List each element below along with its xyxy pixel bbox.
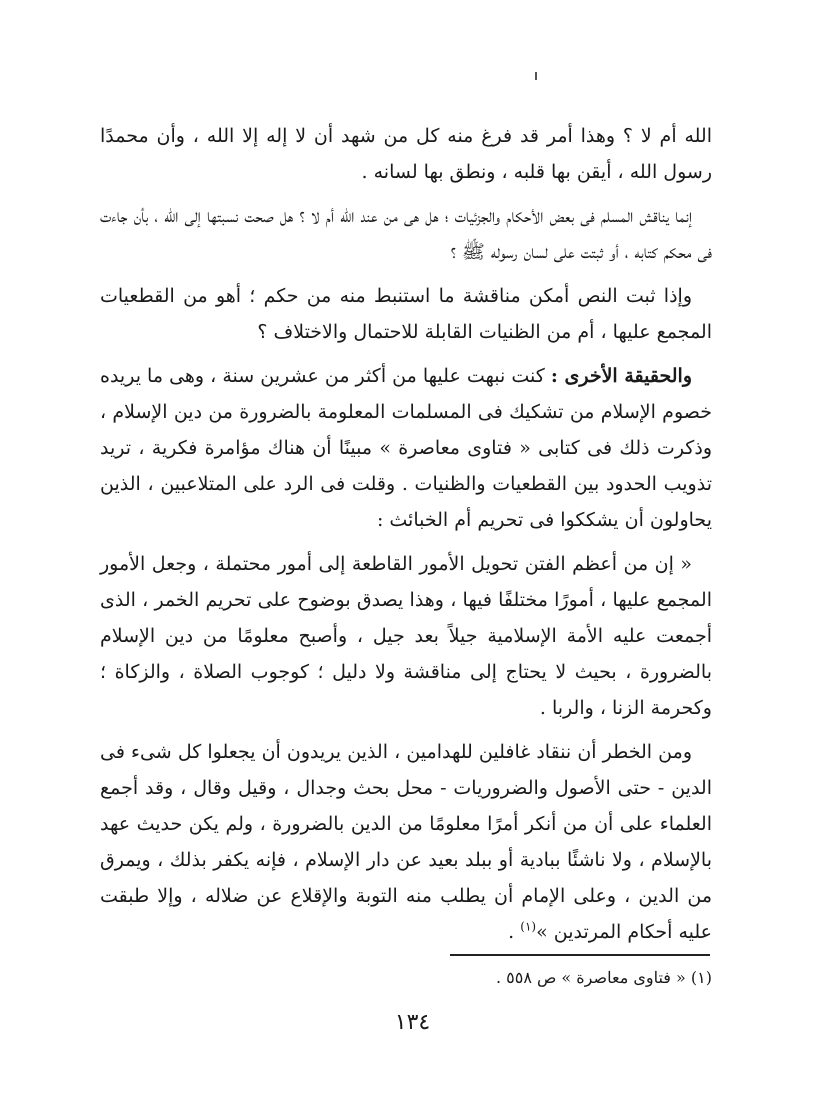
footnote: (١) « فتاوى معاصرة » ص ٥٥٨ .	[495, 968, 712, 987]
paragraph-1	[100, 118, 712, 190]
paragraph-6-text: ومن الخطر أن ننقاد غافلين للهدامين ، الذين يريدون أن يجعلوا كل شىء فى الدين - حتى الأصول والضروريات - محل بحث وجدال ، وقيل وقال ، وقد أجمع العلماء على أن من أنكر أمرًا معلومًا من الدين بالضرورة ، ولم يكن حديث عهد بالإسلام ، ولا ناشئًا ببادية أو ببلد بعيد عن دار الإسلام ، فإنه يكفر بذلك ، ويمرق من الدين ، وعلى الإمام أن يطلب منه التوبة والإقلاع عن ضلاله ، وإلا طبقت عليه أحكام المرتدين »	[100, 741, 712, 943]
paragraph-2-text: إنما يناقش المسلم فى بعض الأحكام والجزئيات ؛ هل هى من عند الله أم لا ؟ هل صحت نسبتها إلى الله ، بأن جاءت فى محكم كتابه ، أو ثبتت على لسان رسوله ﷺ ؟	[100, 205, 712, 263]
scan-speck	[535, 72, 537, 80]
paragraph-6	[100, 734, 712, 950]
paragraph-5-quote	[100, 546, 712, 726]
footnote-divider	[450, 954, 710, 956]
paragraph-5-text: « إن من أعظم الفتن تحويل الأمور القاطعة إلى أمور محتملة ، وجعل الأمور المجمع عليها ، أمورًا مختلفًا فيها ، وهذا يصدق بوضوح على تحريم الخمر ، الذى أجمعت عليه الأمة الإسلامية جيلاً بعد جيل ، وأصبح معلومًا من دين الإسلام بالضرورة ، بحيث لا يحتاج إلى مناقشة ولا دليل ؛ كوجوب الصلاة ، والزكاة ؛ وكحرمة الزنا ، والربا .	[100, 553, 712, 719]
paragraph-6-tail: .	[508, 921, 521, 943]
paragraph-4	[100, 358, 712, 538]
paragraph-1-text: الله أم لا ؟ وهذا أمر قد فرغ منه كل من شهد أن لا إله إلا الله ، وأن محمدًا رسول الله ، أيقن بها قلبه ، ونطق بها لسانه .	[100, 125, 712, 183]
footnote-reference: (١)	[520, 919, 537, 934]
page-body	[100, 118, 712, 958]
paragraph-3	[100, 278, 712, 350]
paragraph-3-text: وإذا ثبت النص أمكن مناقشة ما استنبط منه من حكم ؛ أهو من القطعيات المجمع عليها ، أم من الظنيات القابلة للاحتمال والاختلاف ؟	[100, 285, 712, 343]
page-number: ١٣٤	[394, 1010, 431, 1035]
section-lead-heading: والحقيقة الأخرى :	[550, 365, 692, 387]
paragraph-2	[100, 198, 712, 270]
paragraph-4-text: كنت نبهت عليها من أكثر من عشرين سنة ، وهى ما يريده خصوم الإسلام من تشكيك فى المسلمات المعلومة بالضرورة من دين الإسلام ، وذكرت ذلك فى كتابى « فتاوى معاصرة » مبينًا أن هناك مؤامرة فكرية ، تريد تذويب الحدود بين القطعيات والظنيات . وقلت فى الرد على المتلاعبين ، الذين يحاولون أن يشككوا فى تحريم أم الخبائث :	[100, 365, 712, 531]
